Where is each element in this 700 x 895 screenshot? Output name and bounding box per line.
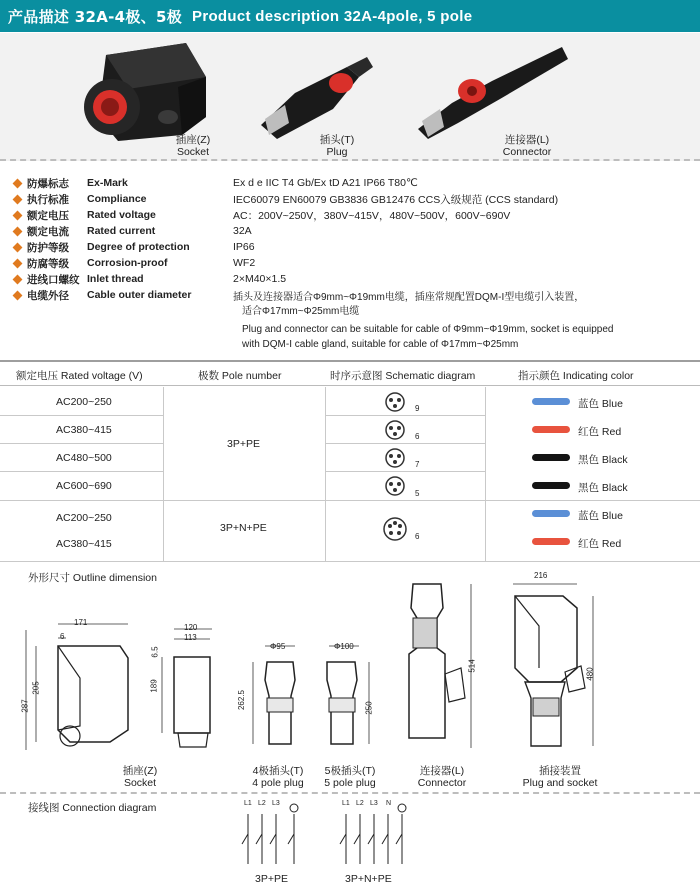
dim-connector-height: 514 [467,659,477,673]
spec-value: 2×M40×1.5 [233,273,287,285]
product-connector-label [495,134,559,158]
outline-label-cn: 插接装置 [539,765,581,777]
plug-4pole-drawing [245,640,305,755]
spec-key-en: Degree of protection [87,241,190,253]
poles-cell-b: 3P+N+PE [220,522,267,534]
spec-row [12,271,286,287]
spec-row [12,175,418,191]
spec-row [12,191,558,207]
bullet-icon [13,194,23,204]
connector-label-en: Connector [502,146,552,158]
outline-label-cn: 插座(Z) [122,765,158,777]
plug-photo [255,53,375,143]
color-swatch [532,398,570,405]
connector-label-cn: 连接器(L) [504,134,550,146]
spec-key-en: Cable outer diameter [87,289,192,301]
color-label: 蓝色 Blue [578,510,623,522]
table-divider [0,500,700,501]
dim-ps-width: 216 [534,571,548,580]
connection-diagram-3pn [336,800,416,872]
bullet-icon [13,242,23,252]
product-plug-label [312,134,362,158]
bullet-icon [13,290,23,300]
col-header-schematic: 时序示意图 Schematic diagram [330,370,476,382]
spec-key-en: Corrosion-proof [87,257,168,269]
spec-row [12,255,255,271]
spec-key-en: Inlet thread [87,273,144,285]
table-divider [0,415,163,416]
table-divider [325,387,326,561]
outline-label-en: 5 pole plug [324,777,376,789]
color-swatch [532,538,570,545]
page-header [0,0,700,32]
table-divider [0,561,700,562]
col-header-voltage: 额定电压 Rated voltage (V) [16,370,143,382]
color-swatch [532,482,570,489]
clock-position: 6 [415,532,420,541]
dim-plug5-diameter: Φ100 [334,642,354,651]
outline-label-cn: 4极插头(T) [252,765,304,777]
spec-row [12,207,510,223]
section-divider [0,792,700,794]
spec-key-cn: 进线口螺纹 [27,273,80,286]
outline-label-plug4 [246,765,310,789]
color-swatch [532,510,570,517]
spec-key-en: Compliance [87,193,147,205]
connector-photo [412,41,572,141]
spec-value: IP66 [233,241,255,253]
outline-label-en: Connector [417,777,467,789]
socket-label-cn: 插座(Z) [175,134,211,146]
bullet-icon [13,258,23,268]
bullet-icon [13,226,23,236]
spec-value: 32A [233,225,252,237]
color-label: 红色 Red [578,426,622,438]
outline-label-plug5 [318,765,382,789]
clock-position: 6 [415,432,420,441]
outline-label-cn: 5极插头(T) [324,765,376,777]
terminal-label: L2 [356,800,364,807]
connection-title: 接线图 Connection diagram [28,802,157,814]
connection-diagram-3p [238,800,318,872]
table-header [0,360,700,386]
terminal-label: L1 [244,800,252,807]
outline-label-en: Socket [123,777,157,789]
clock-position: 5 [415,489,420,498]
product-photos [0,33,700,161]
voltage-cell: AC600~690 [56,480,112,492]
voltage-cell: AC380~415 [56,424,112,436]
outline-label-plug-socket [518,765,602,789]
outline-title: 外形尺寸 Outline dimension [28,572,157,584]
dim-side-width-1: 120 [184,623,198,632]
spec-key-cn: 执行标准 [27,193,69,206]
voltage-cell: AC480~500 [56,452,112,464]
spec-value: WF2 [233,257,256,269]
dim-side-height-1: 6.5 [150,646,160,658]
dim-socket-height-2: 287 [20,699,30,713]
voltage-cell: AC380~415 [56,538,112,550]
cable-extra-en-1: Plug and connector can be suitable for cable of Φ9mm~Φ19mm, socket is equipped [242,324,614,335]
spec-row [12,287,584,303]
spec-key-en: Rated current [87,225,156,237]
dim-socket-width: 171 [74,618,88,627]
terminal-label: L3 [272,800,280,807]
dim-side-height-2: 189 [149,679,159,693]
connection-label-3p: 3P+PE [255,873,288,885]
bullet-icon [13,274,23,284]
socket-photo [78,37,218,147]
dim-socket-inset: 6 [60,632,65,641]
dim-plug5-height: 250 [364,701,374,715]
table-divider [0,443,163,444]
spec-value: AC：200V~250V，380V~415V，480V~500V，600V~690V [233,209,511,222]
spec-key-cn: 额定电流 [27,225,69,238]
plug-label-cn: 插头(T) [319,134,355,146]
outline-label-connector [412,765,472,789]
col-header-color: 指示颜色 Indicating color [518,370,634,382]
header-title-en: Product description 32A-4pole, 5 pole [192,7,473,25]
color-swatch [532,454,570,461]
dim-plug4-diameter: Φ95 [270,642,286,651]
color-label: 红色 Red [578,538,622,550]
table-divider [485,387,486,561]
spec-row [12,223,252,239]
spec-key-cn: 防腐等级 [27,257,69,270]
spec-key-cn: 额定电压 [27,209,69,222]
voltage-cell: AC200~250 [56,512,112,524]
spec-key-en: Rated voltage [87,209,156,221]
plug-label-en: Plug [326,146,348,158]
color-label: 黑色 Black [578,482,628,494]
spec-key-cn: 电缆外径 [27,289,69,302]
spec-key-cn: 防爆标志 [27,177,69,190]
bullet-icon [13,178,23,188]
outline-label-en: 4 pole plug [252,777,304,789]
spec-value: 插头及连接器适合Φ9mm~Φ19mm电缆，插座常规配置DQM-I型电缆引入装置， [233,291,585,303]
cable-extra-cn: 适合Φ17mm~Φ25mm电缆 [242,306,360,317]
header-title-cn: 产品描述 32A-4极、5极 [8,7,183,26]
terminal-label: L3 [370,800,378,807]
cable-extra-en-2: with DQM-I cable gland, suitable for cable of Φ17mm~Φ25mm [242,339,519,350]
table-divider [163,387,164,561]
dim-plug4-height: 262.5 [237,689,247,711]
dim-side-width-2: 113 [184,633,197,642]
outline-label-en: Plug and socket [522,777,598,789]
dim-socket-height-1: 205 [31,681,41,695]
connection-label-3pn: 3P+N+PE [345,873,392,885]
dim-ps-height: 480 [585,667,595,681]
clock-position: 7 [415,460,420,469]
color-label: 蓝色 Blue [578,398,623,410]
product-socket-label [168,134,218,158]
poles-cell-a: 3P+PE [227,438,260,450]
color-swatch [532,426,570,433]
spec-key-en: Ex-Mark [87,177,128,189]
terminal-label: N [386,800,392,807]
spec-value: Ex d e IIC T4 Gb/Ex tD A21 IP66 T80℃ [233,177,418,189]
col-header-poles: 极数 Pole number [198,370,282,382]
terminal-label: L2 [258,800,266,807]
bullet-icon [13,210,23,220]
plug-5pole-drawing [315,640,375,755]
spec-key-cn: 防护等级 [27,241,69,254]
spec-row [12,239,255,255]
clock-position: 9 [415,404,420,413]
terminal-label: L1 [342,800,350,807]
voltage-cell: AC200~250 [56,396,112,408]
color-label: 黑色 Black [578,454,628,466]
outline-label-cn: 连接器(L) [419,765,465,777]
outline-label-socket [118,765,162,789]
spec-value: IEC60079 EN60079 GB3836 GB12476 CCS入级规范 (CCS standard) [233,193,559,206]
socket-label-en: Socket [176,146,210,158]
table-divider [0,471,163,472]
